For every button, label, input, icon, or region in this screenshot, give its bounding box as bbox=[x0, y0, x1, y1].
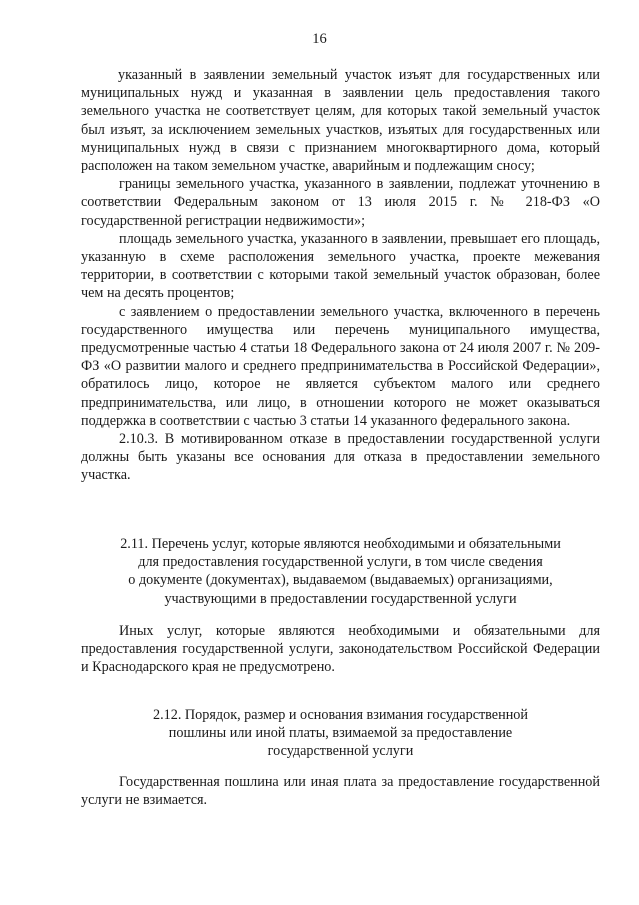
paragraph-no-other-services: Иных услуг, которые являются необходимыми и обязательными для предоставления государственной услуги, законодательством Российской Федерации и Краснодарского края не предусмотрено. bbox=[81, 623, 600, 676]
heading-line: для предоставления государственной услуги, в том числе сведения bbox=[138, 554, 543, 571]
paragraph-area-exceeds: площадь земельного участка, указанного в заявлении, превышает его площадь, указанную в схеме расположения земельного участка, проекте межевания территории, в соответствии с которыми такой земельный участок образован, более чем на десять процентов; bbox=[81, 230, 600, 302]
section-2-12-heading bbox=[81, 706, 600, 761]
heading-line: 2.12. Порядок, размер и основания взимания государственной bbox=[153, 707, 528, 723]
section-2-12-body bbox=[81, 773, 600, 809]
section-2-11-heading bbox=[81, 535, 600, 608]
paragraph-2-10-3: 2.10.3. В мотивированном отказе в предоставлении государственной услуги должны быть указаны все основания для отказа в предоставлении земельного участка. bbox=[81, 431, 600, 484]
heading-line: 2.11. Перечень услуг, которые являются необходимыми и обязательными bbox=[120, 536, 561, 552]
page-number: 16 bbox=[312, 31, 327, 47]
heading-line: государственной услуги bbox=[267, 743, 414, 760]
heading-line: о документе (документах), выдаваемом (выдаваемых) организациями, bbox=[128, 572, 553, 589]
heading-line: участвующими в предоставлении государственной услуги bbox=[164, 590, 517, 607]
refusal-grounds-section bbox=[81, 66, 600, 485]
paragraph-small-business: с заявлением о предоставлении земельного участка, включенного в перечень государственного имущества или перечень муниципального имущества, предусмотренные частью 4 статьи 18 Федерального закона от 24 июля 2007 г. № 209-ФЗ «О развитии малого и среднего предпринимательства в Российской Федерации», обратилось лицо, которое не является субъектом малого или среднего предпринимательства, или лицо, в отношении которого не может оказываться поддержка в соответствии с частью 3 статьи 14 указанного федерального закона. bbox=[81, 303, 600, 429]
paragraph-boundaries: границы земельного участка, указанного в заявлении, подлежат уточнению в соответствии Федеральным законом от 13 июля 2015 г. № 218-ФЗ «О государственной регистрации недвижимости»; bbox=[81, 176, 600, 229]
section-2-11-body bbox=[81, 622, 600, 677]
paragraph-no-fee: Государственная пошлина или иная плата за предоставление государственной услуги не взимается. bbox=[81, 774, 600, 809]
heading-line: пошлины или иной платы, взимаемой за предоставление bbox=[168, 725, 513, 742]
paragraph-land-withdrawn: указанный в заявлении земельный участок изъят для государственных или муниципальных нужд и указанная в заявлении цель предоставления такого земельного участка не соответствует целям, для которых такой земельный участок был изъят, за исключением земельных участков, изъятых для государственных или муниципальных нужд в связи с признанием многоквартирного дома, который расположен на таком земельном участке, аварийным и подлежащим сносу; bbox=[81, 67, 600, 175]
